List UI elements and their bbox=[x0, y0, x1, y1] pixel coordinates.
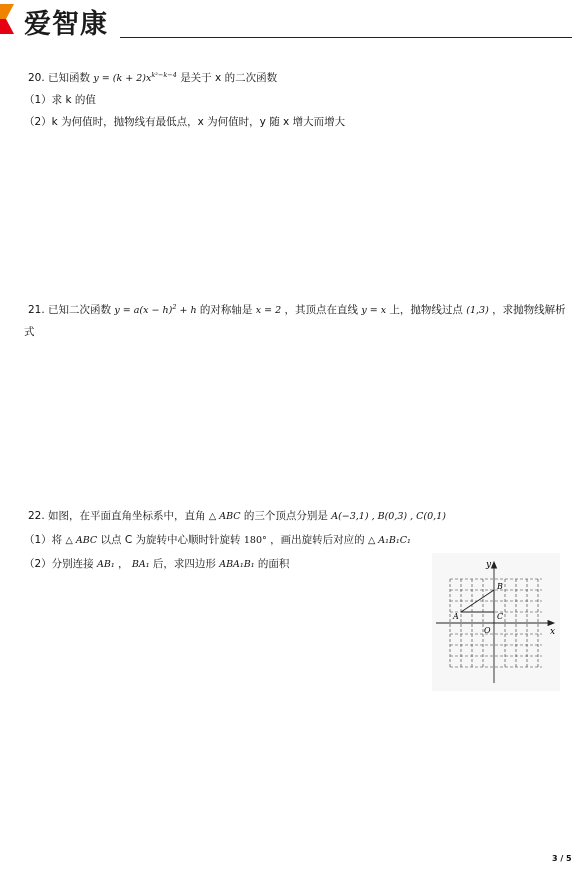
origin-label: O bbox=[484, 626, 491, 635]
logo-text: 爱智康 bbox=[24, 9, 108, 40]
q21-stem: 21. 已知二次函数 $y = a(x - h)^2 + h$ 的对称轴是 x = 2 ，其顶点在直线 y = x 上，抛物线过点 (1,3) ，求抛物线解析 bbox=[28, 303, 566, 317]
coordinate-grid-svg bbox=[432, 553, 560, 691]
x-axis-label: x bbox=[550, 627, 556, 637]
point-b-label: B bbox=[497, 582, 503, 591]
q22-part2: （2）分别连接 AB₁ ， BA₁ 后，求四边形 ABA₁B₁ 的面积 bbox=[24, 558, 290, 570]
logo-mark-icon bbox=[0, 4, 22, 34]
y-axis-arrow-icon bbox=[492, 562, 497, 568]
q22-part1: （1）将 △ ABC 以点 C 为旋转中心顺时针旋转 180° ，画出旋转后对应的 △ A₁B₁C₁ bbox=[24, 534, 411, 546]
point-a-label: A bbox=[453, 612, 459, 621]
q20-part1: （1）求 k 的值 bbox=[24, 94, 96, 106]
header-divider bbox=[120, 37, 572, 38]
x-axis-arrow-icon bbox=[548, 621, 554, 626]
q22-stem: 22. 如图，在平面直角坐标系中，直角 △ ABC 的三个顶点分别是 A(−3,1) , B(0,3) , C(0,1) bbox=[28, 510, 446, 522]
y-axis-label: y bbox=[486, 560, 492, 570]
coordinate-figure bbox=[432, 553, 560, 691]
page-number: 3 / 5 bbox=[552, 854, 572, 863]
point-c-label: C bbox=[497, 612, 504, 621]
q21-stem-line2: 式 bbox=[24, 326, 35, 338]
q20-stem: 20. 已知函数 $y = (k + 2)x^{k^2-k-4}$ 是关于 x 的二次函数 bbox=[28, 71, 278, 85]
q20-part2: （2）k 为何值时，抛物线有最低点，x 为何值时，y 随 x 增大而增大 bbox=[24, 116, 346, 128]
